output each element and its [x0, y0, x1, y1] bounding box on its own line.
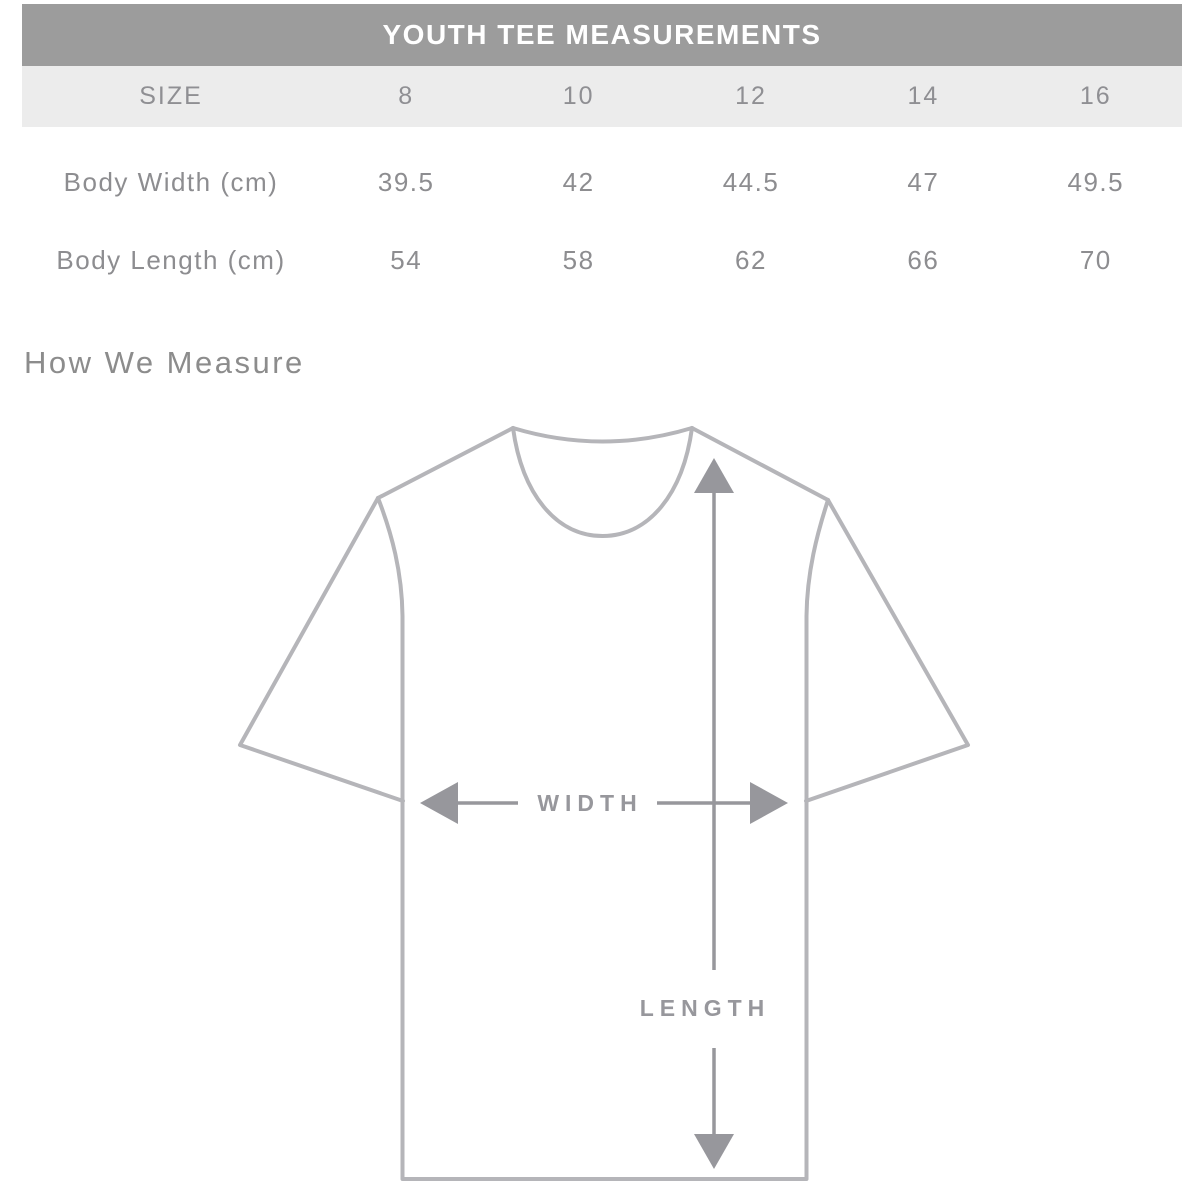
arrow-down-icon: [694, 1134, 734, 1169]
row-label: Body Width (cm): [63, 166, 279, 197]
measurement-value: 70: [1079, 244, 1112, 275]
length-arrow-label: LENGTH: [639, 995, 771, 1021]
arrow-up-icon: [694, 458, 734, 493]
size-column-header: 16: [1079, 82, 1112, 110]
measurement-value: 44.5: [722, 166, 780, 197]
row-label: Body Length (cm): [56, 244, 286, 275]
size-header-label: SIZE: [139, 82, 203, 110]
size-column-header: 14: [907, 82, 940, 110]
measurement-value: 42: [562, 166, 595, 197]
size-column-header: 8: [398, 82, 415, 110]
tee-collar-back: [513, 428, 692, 442]
measurement-value: 62: [735, 244, 767, 275]
tee-shoulder-left: [378, 428, 513, 498]
measurement-value: 39.5: [377, 166, 435, 197]
size-column-header: 10: [562, 82, 595, 110]
width-arrow: [420, 782, 788, 824]
arrow-left-icon: [420, 782, 458, 824]
width-arrow-label: WIDTH: [537, 790, 643, 816]
tee-sleeve-left: [240, 498, 403, 801]
size-chart-title: YOUTH TEE MEASUREMENTS: [22, 4, 1182, 66]
measurement-value: 58: [562, 244, 595, 275]
measurement-value: 66: [907, 244, 940, 275]
arrow-right-icon: [750, 782, 788, 824]
tee-collar-front: [513, 428, 692, 536]
tee-sleeve-right: [806, 500, 968, 801]
size-column-header: 12: [735, 82, 767, 110]
tee-body-outline: [378, 498, 828, 1179]
measurement-value: 54: [390, 244, 423, 275]
measurement-value: 47: [907, 166, 940, 197]
measurement-value: 49.5: [1067, 166, 1125, 197]
how-we-measure-heading: How We Measure: [24, 345, 305, 380]
